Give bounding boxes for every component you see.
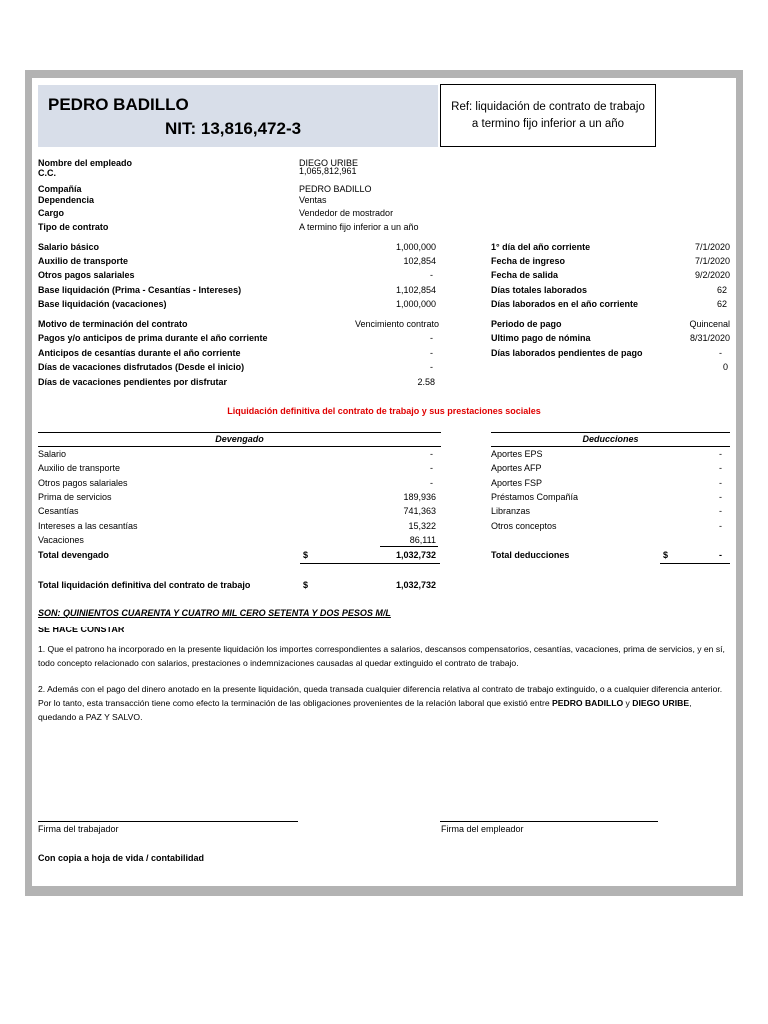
reference-box: [440, 84, 656, 147]
devengado-row-label: Prima de servicios: [38, 492, 112, 502]
devengado-total-currency: $: [303, 550, 309, 560]
termination-value: -: [430, 333, 433, 343]
date-value: 9/2/2020: [694, 270, 730, 280]
deducciones-row-value: -: [719, 521, 722, 531]
employee-name-label: Nombre del empleado: [38, 158, 133, 168]
salary-label: Otros pagos salariales: [38, 270, 135, 280]
salary-label: Salario básico: [38, 242, 100, 252]
salary-value: -: [430, 270, 433, 280]
deducciones-row-label: Aportes FSP: [491, 478, 543, 488]
devengado-row-value: 189,936: [403, 492, 436, 502]
payment-extra-value: 0: [722, 362, 728, 372]
department-label: Dependencia: [38, 195, 95, 205]
employer-signature-line: [440, 821, 658, 822]
termination-value: 2.58: [417, 377, 435, 387]
deducciones-row-label: Otros conceptos: [491, 521, 557, 531]
company-label: Compañía: [38, 184, 82, 194]
payment-value: 8/31/2020: [689, 333, 730, 343]
deducciones-row-value: -: [719, 478, 722, 488]
final-total-currency: $: [303, 580, 309, 590]
company-nit: NIT: 13,816,472-3: [165, 119, 302, 138]
date-value: 7/1/2020: [694, 256, 730, 266]
devengado-row-value: 86,111: [409, 535, 436, 545]
devengado-rule: [380, 546, 438, 547]
termination-label: Anticipos de cesantías durante el año corriente: [38, 348, 241, 358]
contract-value: A termino fijo inferior a un año: [299, 222, 419, 232]
payment-label: Días laborados pendientes de pago: [491, 348, 643, 358]
final-total-value: 1,032,732: [395, 580, 436, 590]
company-value: PEDRO BADILLO: [299, 184, 372, 194]
date-label: 1° día del año corriente: [491, 242, 591, 252]
devengado-row-value: -: [430, 463, 433, 473]
devengado-row-value: 15,322: [408, 521, 436, 531]
deducciones-total-value: -: [719, 550, 722, 560]
devengado-row-value: -: [430, 449, 433, 459]
date-value: 62: [716, 299, 727, 309]
payment-value: Quincenal: [689, 319, 730, 329]
devengado-header: Devengado: [38, 432, 441, 447]
date-label: Días totales laborados: [491, 285, 588, 295]
paragraph-2: [38, 682, 728, 724]
deducciones-total-currency: $: [663, 550, 669, 560]
devengado-row-label: Cesantías: [38, 506, 79, 516]
employee-name: DIEGO URIBE: [299, 158, 359, 168]
devengado-row-label: Auxilio de transporte: [38, 463, 121, 473]
ref-line-2: a termino fijo inferior a un año: [471, 117, 625, 130]
salary-label: Base liquidación (vacaciones): [38, 299, 167, 309]
deducciones-row-label: Aportes AFP: [491, 463, 542, 473]
deducciones-row-label: Libranzas: [491, 506, 531, 516]
devengado-row-label: Otros pagos salariales: [38, 478, 128, 488]
ref-line-1: Ref: liquidación de contrato de trabajo: [451, 100, 645, 113]
salary-value: 1,000,000: [395, 242, 436, 252]
devengado-total-label: Total devengado: [38, 550, 109, 560]
deducciones-row-label: Aportes EPS: [491, 449, 543, 459]
paragraph-2-text-a: 2. Además con el pago del dinero anotado en la presente liquidación, queda transada cualquier diferencia relativa al contrato de trabajo extinguido, o a cualquier diferencia anterior. Por lo tanto, esta transacción tiene como efecto la terminación de las obligaciones provenientes de la relación laboral que existió entre: [38, 684, 723, 708]
salary-value: 102,854: [403, 256, 436, 266]
termination-label: Días de vacaciones pendientes por disfrutar: [38, 377, 228, 387]
devengado-row-label: Vacaciones: [38, 535, 84, 545]
se-hace-constar-text: SE HACE CONSTAR: [38, 627, 125, 634]
devengado-row-value: 741,363: [403, 506, 436, 516]
worker-signature-label: Firma del trabajador: [38, 824, 119, 834]
devengado-row-value: -: [430, 478, 433, 488]
salary-label: Base liquidación (Prima - Cesantías - Intereses): [38, 285, 242, 295]
employer-signature-label: Firma del empleador: [441, 824, 524, 834]
cc-value: 1,065,812,961: [299, 166, 357, 176]
deducciones-row-value: -: [719, 449, 722, 459]
worker-signature-line: [38, 821, 298, 822]
paragraph-2-text-b: y: [623, 698, 633, 708]
date-value: 62: [716, 285, 727, 295]
salary-value: 1,102,854: [395, 285, 436, 295]
cc-label: C.C.: [38, 168, 56, 178]
termination-label: Pagos y/o anticipos de prima durante el año corriente: [38, 333, 268, 343]
termination-label: Motivo de terminación del contrato: [38, 319, 188, 329]
payment-value: -: [719, 348, 722, 358]
amount-in-words: SON: QUINIENTOS CUARENTA Y CUATRO MIL CERO SETENTA Y DOS PESOS M/L: [38, 608, 391, 618]
final-total-label: Total liquidación definitiva del contrato de trabajo: [38, 580, 251, 590]
contract-label: Tipo de contrato: [38, 222, 109, 232]
paragraph-1: 1. Que el patrono ha incorporado en la presente liquidación los importes correspondientes a salarios, descansos compensatorios, cesantías, vacaciones, prima de servicios, y en sí, todo concepto relacionado con salarios, prestaciones o indemnizaciones causadas al quedar extinguido el contrato de trabajo.: [38, 644, 725, 668]
devengado-row-label: Salario: [38, 449, 67, 459]
deducciones-row-label: Préstamos Compañía: [491, 492, 579, 502]
deducciones-row-value: -: [719, 492, 722, 502]
position-label: Cargo: [38, 208, 65, 218]
company-name: PEDRO BADILLO: [48, 95, 189, 114]
date-label: Fecha de salida: [491, 270, 559, 280]
deducciones-total-label: Total deducciones: [491, 550, 570, 560]
termination-label: Días de vacaciones disfrutados (Desde el inicio): [38, 362, 245, 372]
termination-value: Vencimiento contrato: [354, 319, 439, 329]
date-value: 7/1/2020: [694, 242, 730, 252]
paragraph-2-text-c: , quedando a PAZ Y SALVO.: [38, 698, 692, 722]
deducciones-row-value: -: [719, 463, 722, 473]
devengado-total-value: 1,032,732: [395, 550, 436, 560]
date-label: Días laborados en el año corriente: [491, 299, 639, 309]
devengado-row-label: Intereses a las cesantías: [38, 521, 138, 531]
payment-label: Periodo de pago: [491, 319, 562, 329]
deducciones-row-value: -: [719, 506, 722, 516]
party-employer: PEDRO BADILLO: [552, 698, 624, 708]
department-value: Ventas: [299, 195, 327, 205]
devengado-total-underline: [300, 563, 440, 564]
salary-value: 1,000,000: [395, 299, 436, 309]
date-label: Fecha de ingreso: [491, 256, 566, 266]
deducciones-header: Deducciones: [491, 432, 730, 447]
copy-note: Con copia a hoja de vida / contabilidad: [38, 853, 205, 863]
section-title: Liquidación definitiva del contrato de trabajo y sus prestaciones sociales: [227, 406, 541, 416]
termination-value: -: [430, 348, 433, 358]
deducciones-total-underline: [660, 563, 730, 564]
se-hace-constar-heading: [38, 627, 124, 635]
termination-value: -: [430, 362, 433, 372]
salary-label: Auxilio de transporte: [38, 256, 129, 266]
payment-label: Ultimo pago de nómina: [491, 333, 591, 343]
party-employee: DIEGO URIBE: [632, 698, 690, 708]
position-value: Vendedor de mostrador: [299, 208, 394, 218]
